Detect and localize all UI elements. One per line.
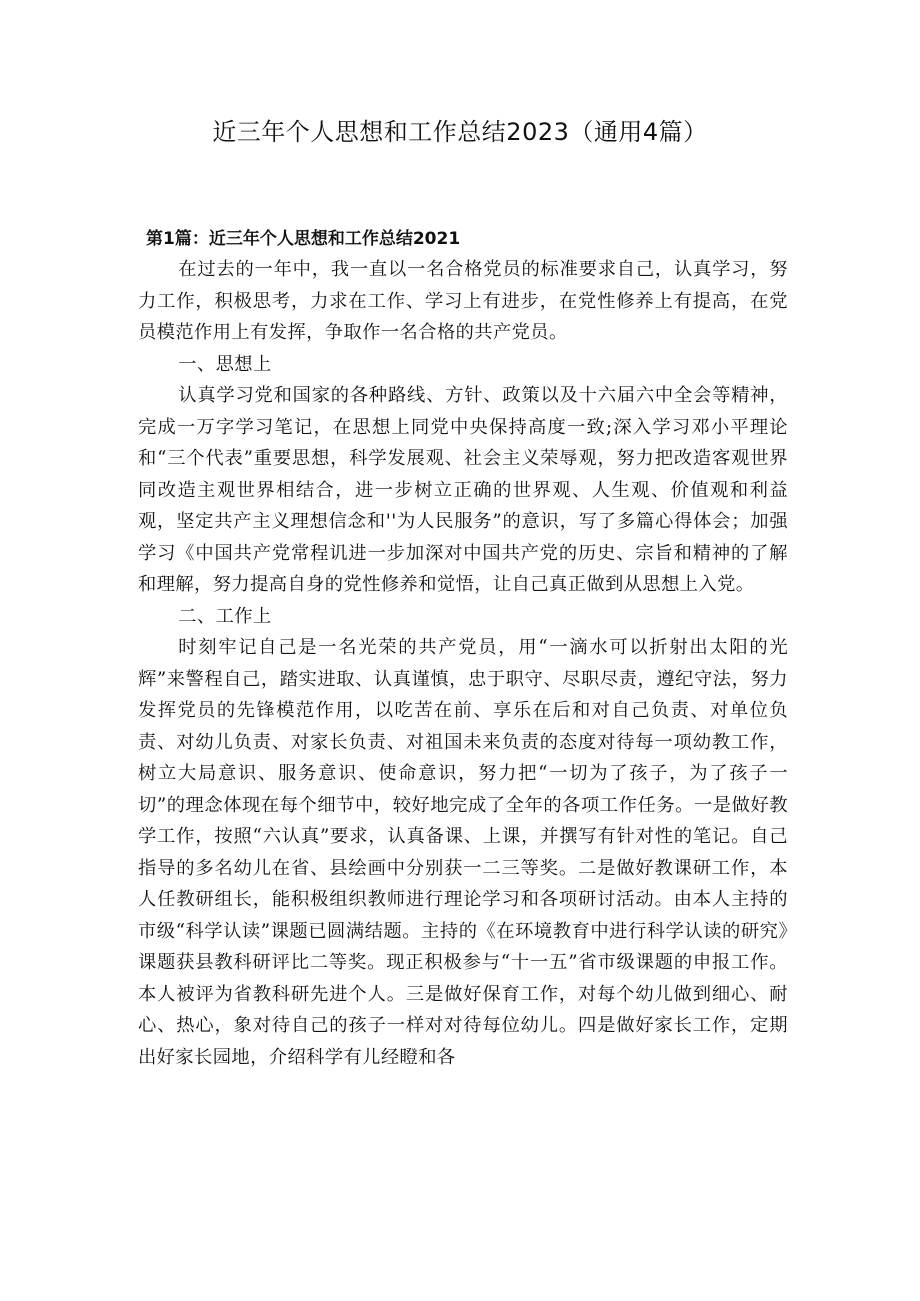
body-paragraph: 时刻牢记自己是一名光荣的共产党员，用“一滴水可以折射出太阳的光辉”来警程自己，踏实进取、认真谨慎，忠于职守、尽职尽责，遵纪守法，努力发挥党员的先锋模范作用，以吃苦在前、享乐在后和对自己负责、对单位负责、对幼儿负责、对家长负责、对祖国未来负责的态度对待每一项幼教工作，树立大局意识、服务意识、使命意识，努力把“一切为了孩子，为了孩子一切”的理念体现在每个细节中，较好地完成了全年的各项工作任务。一是做好教学工作，按照“六认真”要求，认真备课、上课，并撰写有针对性的笔记。自己指导的多名幼儿在省、县绘画中分别获一二三等奖。二是做好教课研工作，本人任教研组长，能积极组织教师进行理论学习和各项研讨活动。由本人主持的市级“科学认读”课题已圆满结题。主持的《在环境教育中进行科学认读的研究》课题获县教科研评比二等奖。现正积极参与“十一五”省市级课题的申报工作。本人被评为省教科研先进个人。三是做好保育工作，对每个幼儿做到细心、耐心、热心，象对待自己的孩子一样对对待每位幼儿。四是做好家长工作，定期出好家长园地，介绍科学有儿经瞪和各 [138, 637, 788, 1068]
document-body [138, 254, 788, 1073]
section-heading: 第1篇：近三年个人思想和工作总结2021 [146, 229, 461, 249]
subheading-work: 二、工作上 [178, 605, 272, 627]
body-paragraph: 认真学习党和国家的各种路线、方针、政策以及十六届六中全会等精神，完成一万字学习笔记，在思想上同党中央保持高度一致;深入学习邓小平理论和“三个代表”重要思想，科学发展观、社会主义荣辱观，努力把改造客观世界同改造主观世界相结合，进一步树立正确的世界观、人生观、价值观和利益观，坚定共产主义理想信念和''为人民服务”的意识，写了多篇心得体会；加强学习《中国共产党常程讥进一步加深对中国共产党的历史、宗旨和精神的了解和理解，努力提高自身的党性修养和觉悟，让自己真正做到从思想上入党。 [138, 385, 788, 595]
body-paragraph: 在过去的一年中，我一直以一名合格党员的标准要求自己，认真学习，努力工作，积极思考，力求在工作、学习上有进步，在党性修养上有提高，在党员模范作用上有发挥，争取作一名合格的共产党员。 [138, 259, 788, 343]
subheading-thought: 一、思想上 [178, 353, 272, 375]
document-title: 近三年个人思想和工作总结2023（通用4篇） [212, 118, 708, 146]
